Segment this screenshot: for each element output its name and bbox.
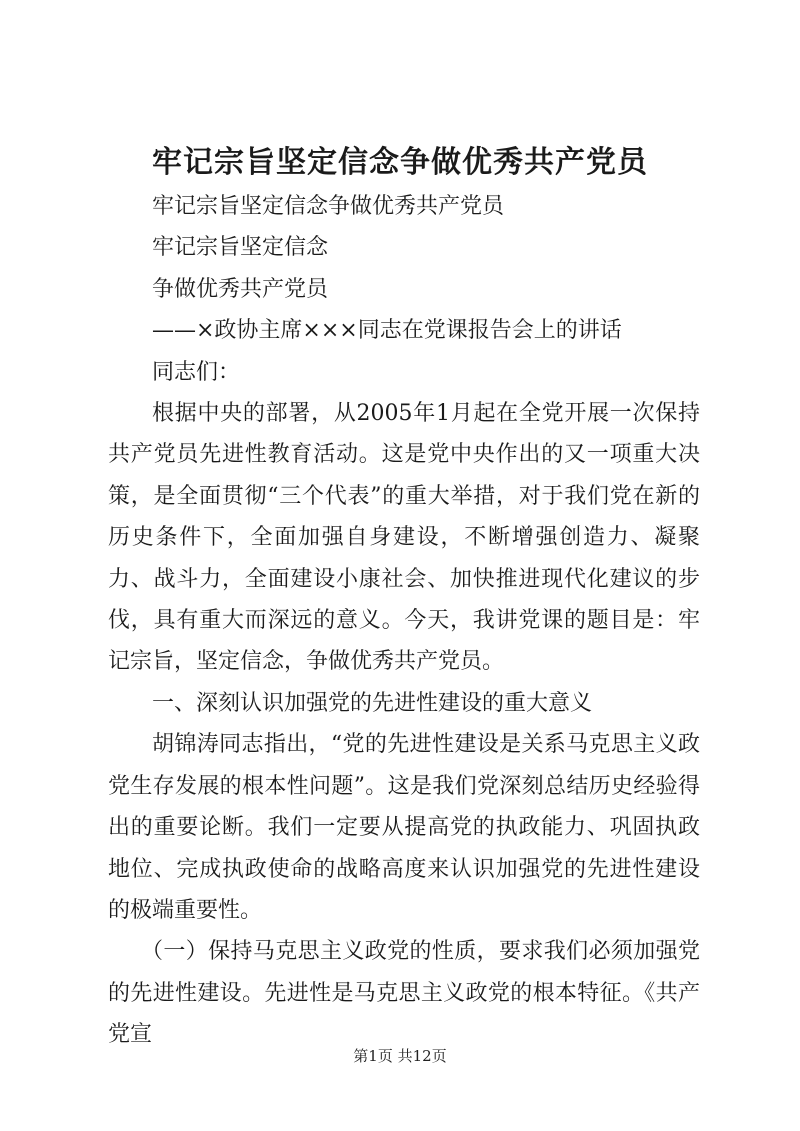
paragraph-heading-repeat: 牢记宗旨坚定信念争做优秀共产党员 <box>152 194 505 219</box>
paragraph-speaker-line: ——×政协主席×××同志在党课报告会上的讲话 <box>152 318 622 344</box>
paragraph-salutation: 同志们： <box>152 359 241 385</box>
document-title: 牢记宗旨坚定信念争做优秀共产党员 <box>152 145 648 180</box>
document-body <box>108 186 700 1056</box>
paragraph-intro: 根据中央的部署，从2005年1月起在全党开展一次保持共产党员先进性教育活动。这是党中央作出的又一项重大决策，是全面贯彻“三个代表”的重大举措，对于我们党在新的历史条件下，全面加强自身建设，不断增强创造力、凝聚力、战斗力，全面建设小康社会、加快推进现代化建议的步伐，具有重大而深远的意义。今天，我讲党课的题目是：牢记宗旨，坚定信念，争做优秀共产党员。 <box>108 401 700 675</box>
paragraph-subtitle-2: 争做优秀共产党员 <box>152 276 329 302</box>
page-number-footer: 第1页 共12页 <box>353 1047 447 1065</box>
paragraph-subtitle-1: 牢记宗旨坚定信念 <box>152 235 329 261</box>
paragraph-subsection-1: （一）保持马克思主义政党的性质，要求我们必须加强党的先进性建设。先进性是马克思主义政党的根本特征。《共产党宣 <box>108 939 700 1048</box>
section-heading-1: 一、深刻认识加强党的先进性建设的重大意义 <box>152 690 593 716</box>
paragraph-section-1: 胡锦涛同志指出，“党的先进性建设是关系马克思主义政党生存发展的根本性问题”。这是我们党深刻总结历史经验得出的重要论断。我们一定要从提高党的执政能力、巩固执政地位、完成执政使命的战略高度来认识加强党的先进性建设的极端重要性。 <box>108 732 700 923</box>
